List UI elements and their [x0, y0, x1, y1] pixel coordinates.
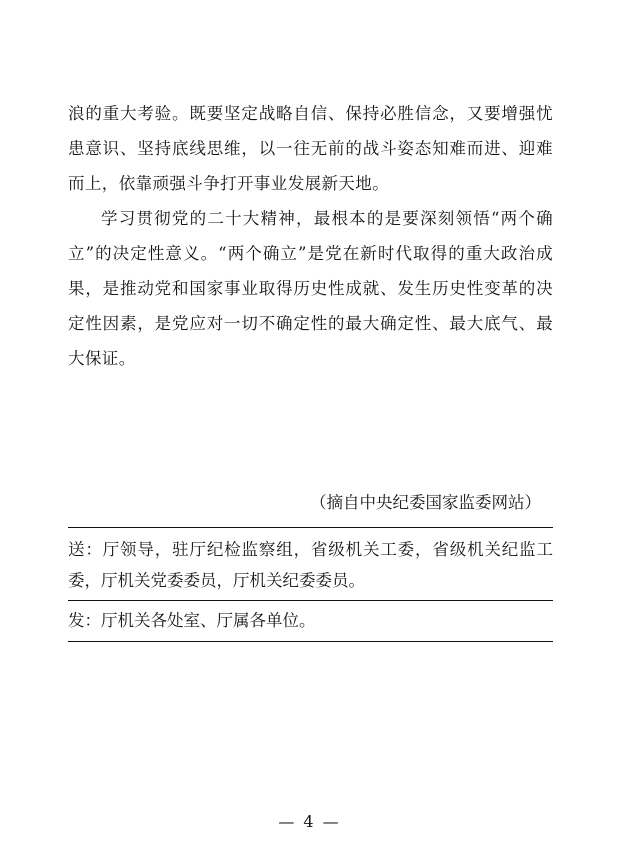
distribution-issue-line: 发：厅机关各处室、厅属各单位。	[68, 611, 316, 630]
paragraph-1: 浪的重大考验。既要坚定战略自信、保持必胜信念，又要增强忧患意识、坚持底线思维，以一往无前的战斗姿态知难而进、迎难而上，依靠顽强斗争打开事业发展新天地。	[68, 104, 553, 193]
paragraph-2: 学习贯彻党的二十大精神，最根本的是要深刻领悟“两个确立”的决定性意义。“两个确立”是党在新时代取得的重大政治成果，是推动党和国家事业取得历史性成就、发生历史性变革的决定性因素，是党应对一切不确定性的最大确定性、最大底气、最大保证。	[68, 209, 553, 368]
divider-bottom	[68, 641, 553, 642]
document-body	[68, 96, 553, 518]
paragraph-spacer	[68, 376, 553, 488]
distribution-send-line: 送：厅领导，驻厅纪检监察组，省级机关工委，省级机关纪监工委，厅机关党委委员，厅机关纪委委员。	[68, 540, 553, 590]
distribution-block	[68, 527, 553, 642]
page-number: — 4 —	[278, 812, 341, 831]
source-note: （摘自中央纪委国家监委网站）	[310, 493, 541, 512]
